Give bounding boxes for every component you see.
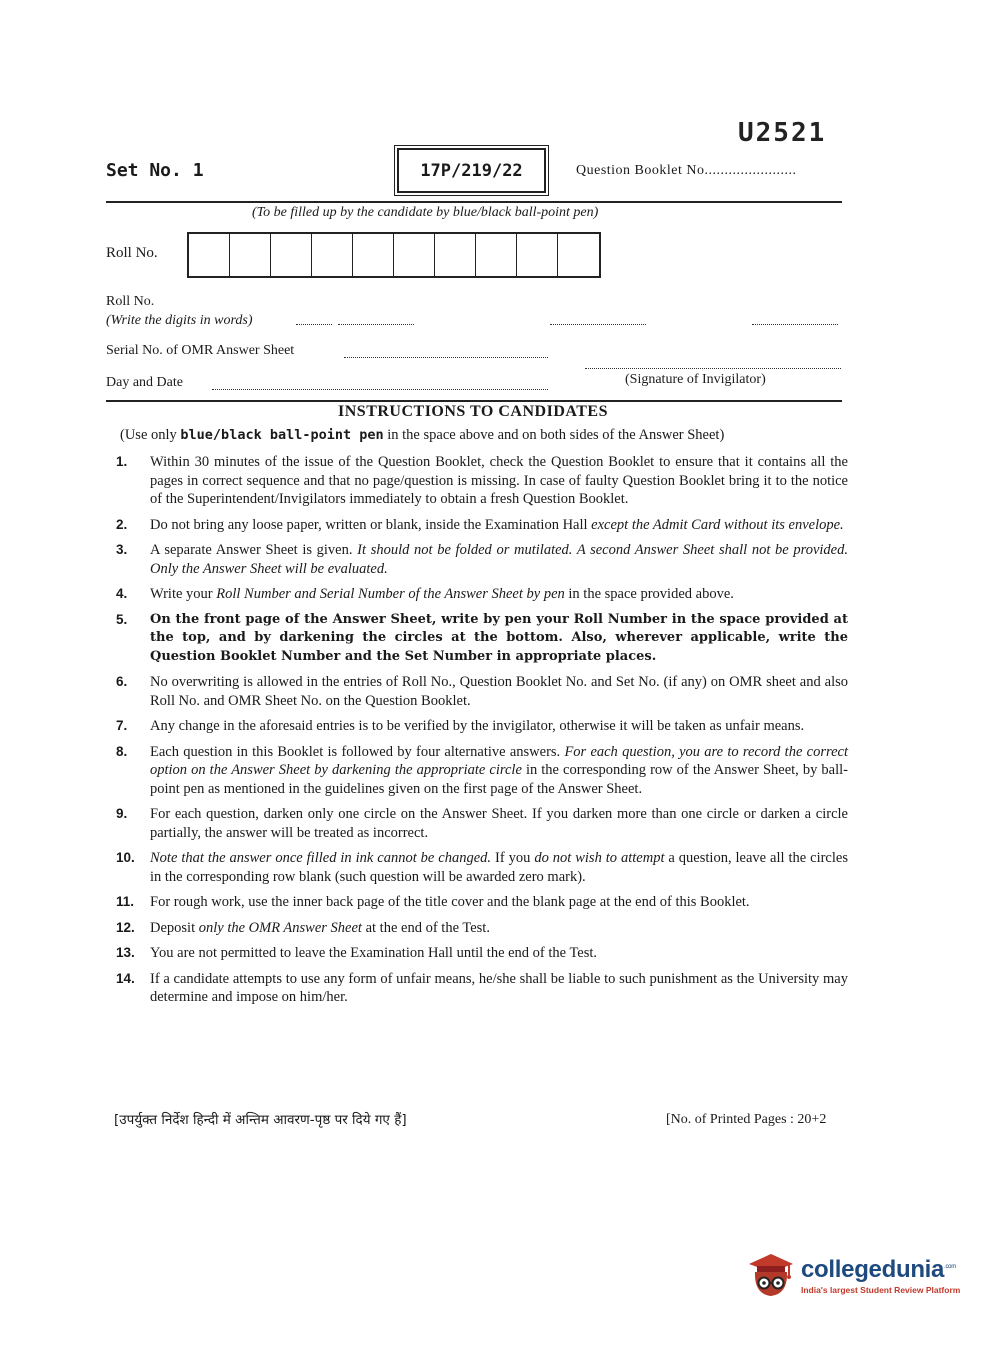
instruction-text	[150, 585, 848, 604]
instruction-item	[116, 944, 848, 963]
serial-no-label: Serial No. of OMR Answer Sheet	[106, 343, 295, 358]
instruction-text-part: except the Admit Card without its envelope.	[591, 516, 844, 533]
signature-label: (Signature of Invigilator)	[625, 372, 766, 387]
instruction-text-part: only the OMR Answer Sheet	[198, 919, 362, 936]
instruction-number: 1.	[116, 454, 128, 469]
instruction-text	[150, 541, 848, 578]
instruction-text-part: a question, leave all the circles in the corresponding row blank (such question will be awarded zero mark).	[150, 850, 848, 885]
roll-digit-box[interactable]	[312, 234, 353, 276]
instruction-text: You are not permitted to leave the Examination Hall until the end of the Test.	[150, 945, 598, 961]
logo-text	[801, 1256, 960, 1295]
pen-note-bold: blue/black ball-point pen	[180, 427, 384, 443]
instruction-number: 12.	[116, 919, 135, 935]
instruction-text-part: Write your	[150, 586, 217, 602]
roll-words-label-line2: (Write the digits in words)	[106, 313, 253, 328]
pen-note	[120, 427, 724, 444]
logo-tagline: India's largest Student Review Platform	[801, 1284, 961, 1295]
instruction-text-part: If you	[491, 850, 535, 866]
roll-digit-box[interactable]	[476, 234, 517, 276]
day-date-field[interactable]	[212, 389, 548, 390]
instruction-list	[116, 453, 848, 1014]
roll-words-label	[106, 292, 252, 330]
instruction-item	[116, 743, 848, 799]
instruction-text	[150, 849, 848, 886]
instruction-item	[116, 893, 848, 912]
signature-field[interactable]	[585, 368, 841, 369]
paper-code: 17P/219/22	[420, 160, 523, 181]
instruction-number: 8.	[116, 743, 128, 759]
instruction-text-part: It should not be folded or mutilated. A second Answer Sheet shall not be provided. Only the Answer Sheet will be evaluated.	[150, 542, 848, 577]
instruction-item	[116, 673, 848, 710]
instruction-text-part: Roll Number and Serial Number of the Answer Sheet by pen	[216, 586, 565, 602]
serial-no-field[interactable]	[344, 357, 548, 358]
printed-pages-note: [No. of Printed Pages : 20+2	[666, 1112, 827, 1127]
mascot-icon	[745, 1250, 795, 1300]
instructions-heading	[0, 403, 946, 421]
instruction-number: 14.	[116, 970, 135, 986]
roll-digit-box[interactable]	[189, 234, 230, 276]
roll-words-field-2[interactable]	[338, 324, 414, 325]
instruction-item	[116, 970, 848, 1007]
instruction-text: No overwriting is allowed in the entries of Roll No., Question Booklet No. and Set No. (if any) on OMR sheet and also Roll No. and OMR Sheet No. on the Question Booklet.	[150, 674, 848, 709]
roll-words-field-1[interactable]	[296, 324, 332, 325]
roll-digit-box[interactable]	[558, 234, 599, 276]
roll-words-label-line1: Roll No.	[106, 294, 155, 309]
roll-no-label: Roll No.	[106, 245, 158, 261]
instruction-number: 2.	[116, 516, 128, 532]
logo-title	[801, 1256, 960, 1284]
instruction-item	[116, 849, 848, 886]
instruction-text	[150, 919, 848, 938]
instruction-text: For rough work, use the inner back page of the title cover and the blank page at the end of this Booklet.	[150, 894, 750, 910]
roll-words-field-3[interactable]	[550, 324, 646, 325]
day-date-label: Day and Date	[106, 375, 183, 390]
instruction-item	[116, 919, 848, 938]
instruction-text-part: at the end of the Test.	[361, 919, 490, 936]
instruction-number: 6.	[116, 674, 128, 689]
instruction-item	[116, 516, 848, 535]
instruction-number: 5.	[116, 611, 128, 627]
instruction-text-part: Deposit	[150, 919, 199, 936]
instruction-text: On the front page of the Answer Sheet, write by pen your Roll Number in the space provided at the top, and by darkening the circles at the bottom. Also, wherever applicable, write the Question Booklet Number and the Set Number in appropriate places.	[150, 611, 848, 664]
instruction-text: Within 30 minutes of the issue of the Question Booklet, check the Question Booklet to ensure that it contains all the pages in correct sequence and that no page/question is missing. In case of faulty Question Booklet bring it to the notice of the Superintendent/Invigilators immediately to obtain a fresh Question Booklet.	[150, 454, 848, 507]
header-rule	[106, 201, 842, 203]
instruction-item	[116, 717, 848, 736]
instruction-item	[116, 453, 848, 509]
instruction-number: 13.	[116, 945, 135, 960]
instruction-item	[116, 585, 848, 604]
instruction-number: 4.	[116, 586, 128, 601]
fill-note: (To be filled up by the candidate by blue/black ball-point pen)	[252, 205, 599, 220]
roll-digit-box[interactable]	[394, 234, 435, 276]
logo-suffix: .com	[944, 1263, 956, 1270]
instruction-text-part: Note that the answer once filled in ink cannot be changed.	[150, 850, 492, 866]
instruction-text: For each question, darken only one circle on the Answer Sheet. If you darken more than one circle or darken a circle partially, the answer will be treated as incorrect.	[150, 806, 848, 841]
instructions-heading-text: INSTRUCTIONS TO CANDIDATES	[338, 403, 608, 420]
handwritten-booklet-number: U2521	[738, 118, 827, 148]
instruction-text-part: in the corresponding row of the Answer Sheet, by ball-point pen as mentioned in the guidelines given on the first page of the Answer Sheet.	[150, 762, 848, 797]
instruction-number: 10.	[116, 850, 135, 865]
collegedunia-logo[interactable]	[745, 1250, 960, 1300]
paper-code-box	[397, 148, 546, 193]
logo-name: collegedunia	[801, 1255, 945, 1283]
roll-digit-box[interactable]	[517, 234, 558, 276]
instruction-number: 11.	[116, 894, 135, 909]
instruction-item	[116, 541, 848, 578]
instruction-number: 3.	[116, 542, 128, 557]
instruction-item	[116, 805, 848, 842]
pen-note-post: in the space above and on both sides of the Answer Sheet)	[383, 427, 725, 443]
roll-digit-box[interactable]	[435, 234, 476, 276]
question-booklet-label: Question Booklet No.......................	[576, 163, 797, 178]
instruction-text	[150, 743, 848, 799]
roll-digit-box[interactable]	[353, 234, 394, 276]
instruction-text: Any change in the aforesaid entries is to be verified by the invigilator, otherwise it will be taken as unfair means.	[150, 718, 805, 734]
instruction-text: If a candidate attempts to use any form of unfair means, he/she shall be liable to such punishment as the University may determine and impose on him/her.	[150, 970, 848, 1005]
instruction-text	[150, 516, 848, 535]
pen-note-pre: (Use only	[120, 427, 181, 443]
instruction-text-part: Each question in this Booklet is followed by four alternative answers.	[150, 743, 565, 760]
set-number: Set No. 1	[106, 160, 204, 181]
instruction-text-part: A separate Answer Sheet is given.	[150, 542, 358, 558]
instruction-text-part: in the space provided above.	[564, 586, 734, 602]
instruction-item	[116, 611, 848, 667]
roll-words-field-4[interactable]	[752, 324, 838, 325]
instruction-text-part: do not wish to attempt	[534, 850, 665, 866]
roll-digit-box[interactable]	[230, 234, 271, 276]
hindi-note: [उपर्युक्त निर्देश हिन्दी में अन्तिम आवरण-पृष्ठ पर दिये गए हैं]	[114, 1112, 407, 1128]
instruction-number: 7.	[116, 718, 128, 733]
instruction-text-part: Do not bring any loose paper, written or blank, inside the Examination Hall	[150, 516, 592, 533]
instruction-text-part: For each question, you are to record the correct option on the Answer Sheet by darkening the appropriate circle	[150, 743, 848, 778]
roll-no-boxes[interactable]	[187, 232, 601, 278]
instruction-number: 9.	[116, 806, 128, 821]
form-rule	[106, 400, 842, 402]
roll-digit-box[interactable]	[271, 234, 312, 276]
